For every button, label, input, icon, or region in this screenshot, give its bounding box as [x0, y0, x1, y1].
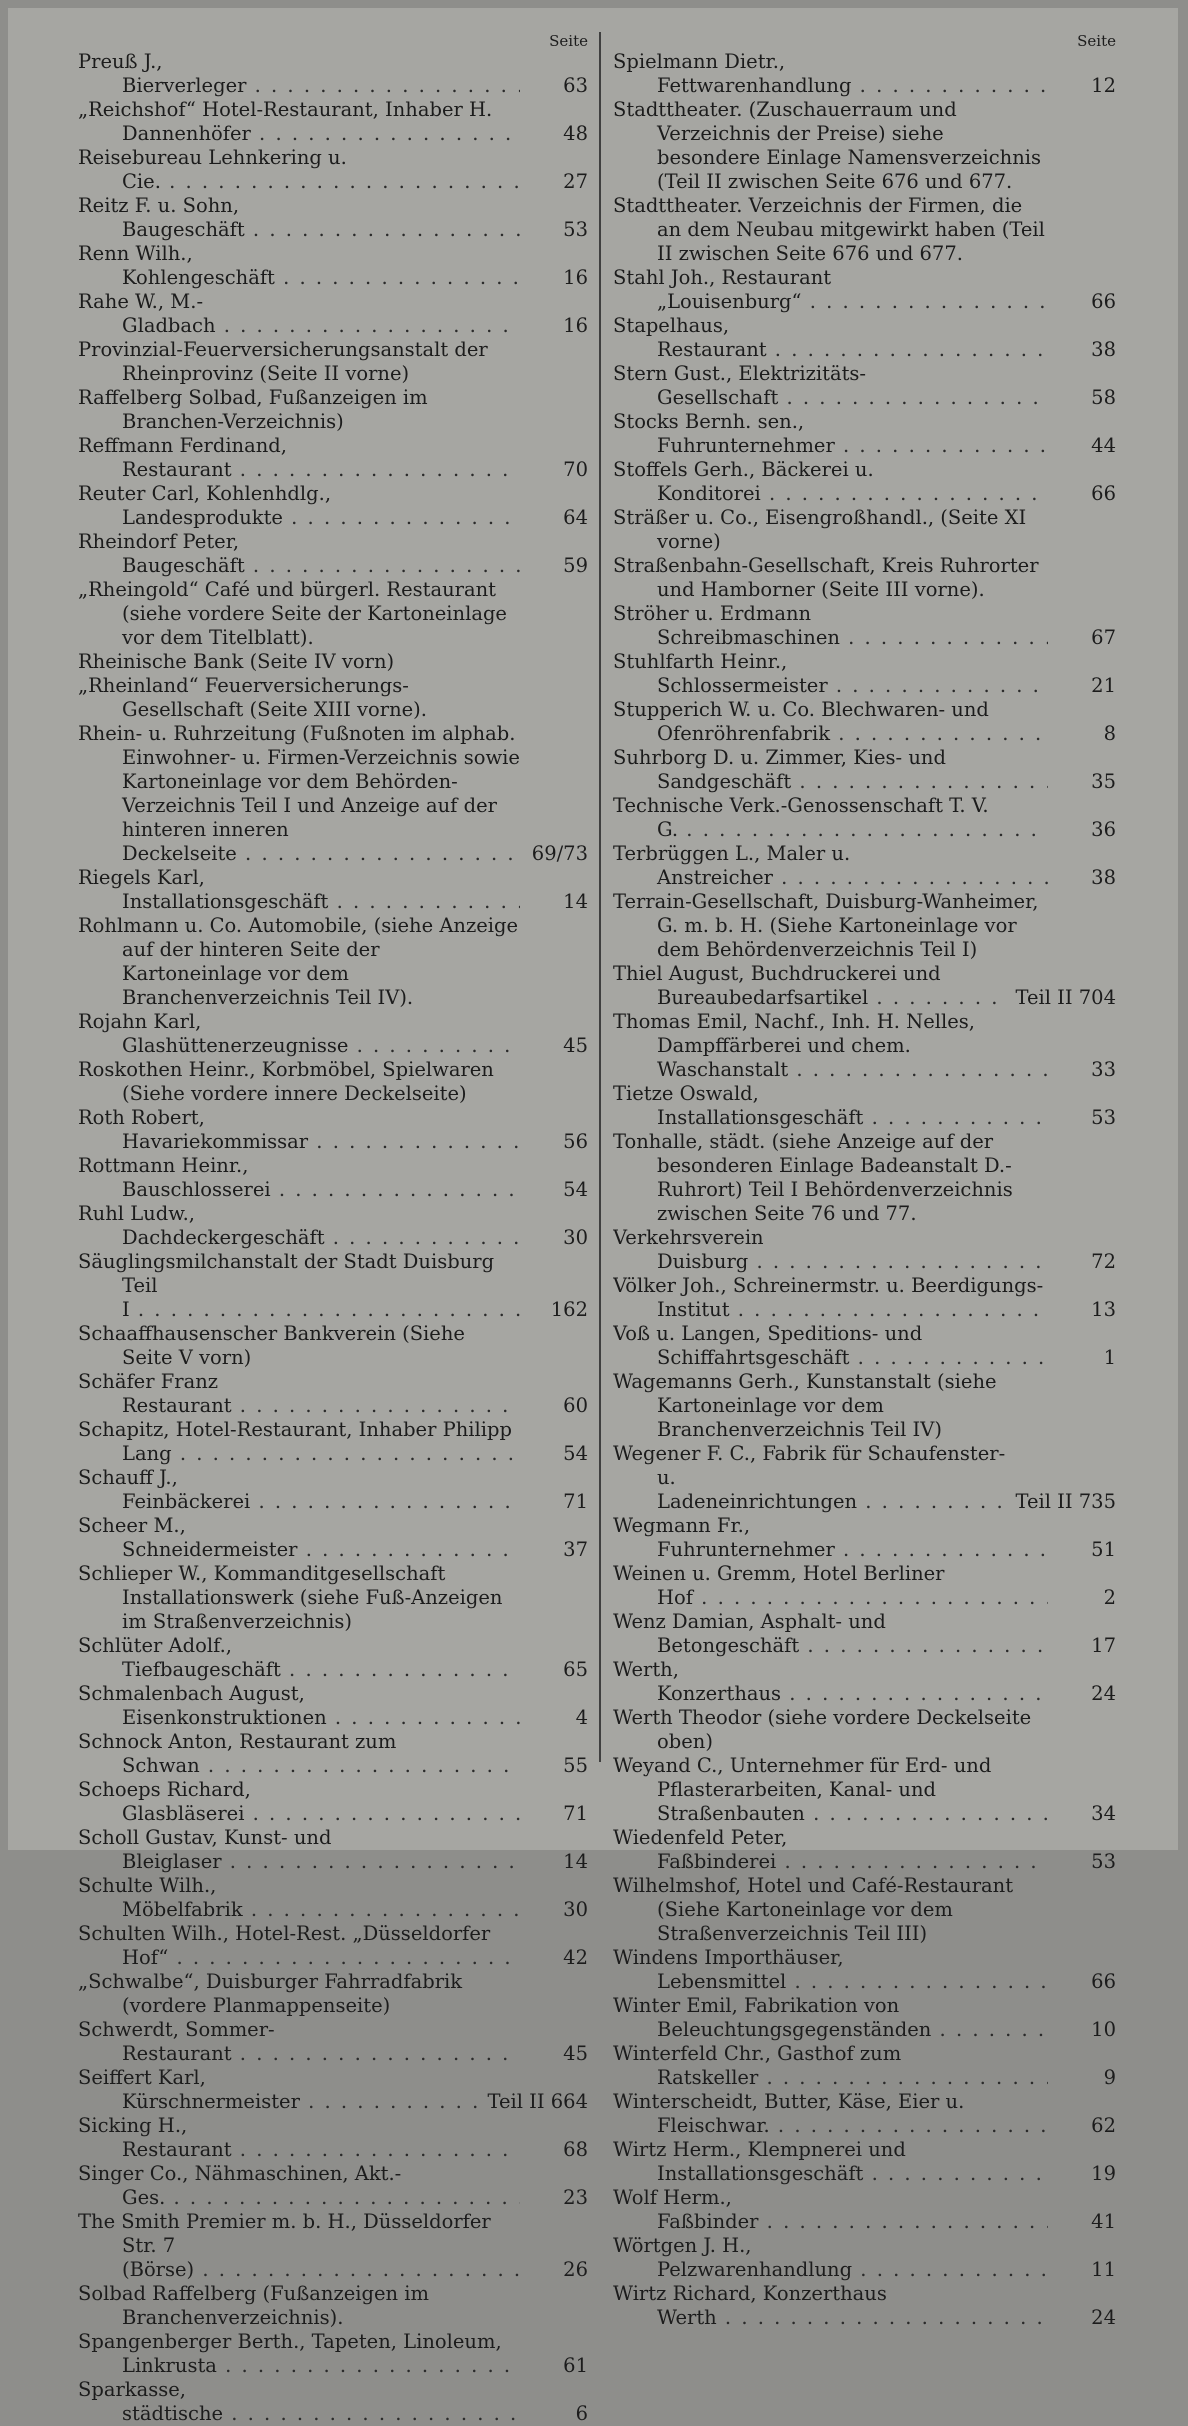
entry-name: Ruhl Ludw., Dachdeckergeschäft . . . [78, 1202, 520, 1250]
entry-page-number: 1 [1103, 1346, 1116, 1369]
directory-entry [613, 842, 1116, 890]
entry-name: Wegener F. C., Fabrik für Schaufenster- u. Ladeneinrichtungen . . . [613, 1442, 1009, 1514]
entry-name: Stadttheater. (Zuschauerraum und Verzeichnis der Preise) siehe besondere Einlage Namensverzeichnis (Teil II zwischen Seite 676 und 677. [613, 98, 1042, 193]
directory-entry [78, 1562, 588, 1634]
entry-name: Preuß J., Bierverleger . . . [78, 50, 520, 98]
directory-entry [613, 1442, 1116, 1514]
entry-name: „Schwalbe“, Duisburger Fahrradfabrik (vordere Planmappenseite) [78, 1970, 463, 2017]
entry-page-number: 63 [563, 74, 588, 97]
entry-page-number: 65 [563, 1658, 588, 1681]
entry-page-number: 71 [563, 1490, 588, 1513]
entry-page-number: Teil II 735 [1015, 1490, 1116, 1513]
entry-page-number: 9 [1103, 2066, 1116, 2089]
entry-page-number: Teil II 664 [487, 2090, 588, 2113]
directory-entry [78, 386, 588, 434]
directory-entry [613, 1754, 1116, 1826]
directory-entry [78, 338, 588, 386]
directory-entry [78, 650, 588, 674]
entry-name: The Smith Premier m. b. H., Düsseldorfer Str. 7 (Börse) . . . [78, 2210, 520, 2282]
entry-name: Wirtz Richard, Konzerthaus Werth . . . [613, 2282, 1048, 2330]
entry-name: Rahe W., M.-Gladbach . . . [78, 290, 520, 338]
directory-entry [78, 1466, 588, 1514]
entry-page-number: 30 [563, 1898, 588, 1921]
entry-name: Rhein- u. Ruhrzeitung (Fußnoten im alphab. Einwohner- u. Firmen-Verzeichnis sowie Kartoneinlage vor dem Behörden-Verzeichnis Teil I und Anzeige auf der hinteren inneren Deckelseite . . . [78, 722, 520, 866]
entry-page-number: 17 [1091, 1634, 1116, 1657]
entry-name: „Reichshof“ Hotel-Restaurant, Inhaber H. Dannenhöfer . . . [78, 98, 520, 146]
entry-page-number: 69/73 [531, 842, 588, 865]
entry-name: „Rheinland“ Feuerversicherungs-Gesellschaft (Seite XIII vorne). [78, 674, 427, 721]
page-number-header: Seite [549, 32, 588, 50]
entry-name: Wörtgen J. H., Pelzwarenhandlung . . . [613, 2234, 1048, 2282]
entry-name: Werth, Konzerthaus . . . [613, 1658, 1048, 1706]
entry-name: „Rheingold“ Café und bürgerl. Restaurant (siehe vordere Seite der Kartoneinlage vor dem Titelblatt). [78, 578, 507, 649]
entry-page-number: 16 [563, 314, 588, 337]
entry-name: Säuglingsmilchanstalt der Stadt Duisburg Teil I . . . [78, 1250, 520, 1322]
left-column [78, 32, 588, 2425]
entry-page-number: 21 [1091, 674, 1116, 697]
entry-name: Weinen u. Gremm, Hotel Berliner Hof . . . [613, 1562, 1048, 1610]
directory-entry [78, 194, 588, 242]
entry-name: Suhrborg D. u. Zimmer, Kies- und Sandgeschäft . . . [613, 746, 1048, 794]
directory-entry [613, 2042, 1116, 2090]
directory-entry [613, 1706, 1116, 1754]
entry-page-number: 6 [575, 2402, 588, 2425]
entry-page-number: 41 [1091, 2210, 1116, 2233]
entry-name: Schwerdt, Sommer-Restaurant . . . [78, 2018, 520, 2066]
directory-entry [78, 1202, 588, 1250]
directory-entry [613, 1658, 1116, 1706]
entry-name: Reitz F. u. Sohn, Baugeschäft . . . [78, 194, 520, 242]
entry-name: Stadttheater. Verzeichnis der Firmen, die an dem Neubau mitgewirkt haben (Teil II zwischen Seite 676 und 677. [613, 194, 1045, 265]
entry-name: Stoffels Gerh., Bäckerei u. Konditorei . . . [613, 458, 1048, 506]
entry-page-number: 38 [1091, 866, 1116, 889]
entry-name: Winterfeld Chr., Gasthof zum Ratskeller . . . [613, 2042, 1048, 2090]
entry-name: Sträßer u. Co., Eisengroßhandl., (Seite XI vorne) [613, 506, 1027, 553]
entry-page-number: 61 [563, 2354, 588, 2377]
entry-name: Völker Joh., Schreinermstr. u. Beerdigungs-Institut . . . [613, 1274, 1048, 1322]
directory-entry [78, 98, 588, 146]
directory-entry [78, 1514, 588, 1562]
directory-entry [613, 1994, 1116, 2042]
entry-page-number: 34 [1091, 1802, 1116, 1825]
entry-name: Stocks Bernh. sen., Fuhrunternehmer . . . [613, 410, 1048, 458]
entry-name: Winterscheidt, Butter, Käse, Eier u. Fleischwar. . . . [613, 2090, 1048, 2138]
entry-page-number: 33 [1091, 1058, 1116, 1081]
entry-name: Schaaffhausenscher Bankverein (Siehe Seite V vorn) [78, 1322, 465, 1369]
entry-page-number: 53 [1091, 1106, 1116, 1129]
entry-name: Wegmann Fr., Fuhrunternehmer . . . [613, 1514, 1048, 1562]
entry-name: Rohlmann u. Co. Automobile, (siehe Anzeige auf der hinteren Seite der Kartoneinlage vor dem Branchenverzeichnis Teil IV). [78, 914, 519, 1009]
entry-page-number: 56 [563, 1130, 588, 1153]
entry-page-number: 2 [1103, 1586, 1116, 1609]
entry-page-number: 26 [563, 2258, 588, 2281]
entry-page-number: 10 [1091, 2018, 1116, 2041]
directory-entry [613, 458, 1116, 506]
entry-page-number: 53 [1091, 1850, 1116, 1873]
entry-name: Sparkasse, städtische . . . [78, 2378, 520, 2426]
entry-name: Schapitz, Hotel-Restaurant, Inhaber Philipp Lang . . . [78, 1418, 520, 1466]
entry-page-number: 54 [563, 1442, 588, 1465]
entry-name: Tietze Oswald, Installationsgeschäft . . . [613, 1082, 1048, 1130]
directory-entry [78, 674, 588, 722]
entry-page-number: 36 [1091, 818, 1116, 841]
entry-name: Tonhalle, städt. (siehe Anzeige auf der besonderen Einlage Badeanstalt D.-Ruhrort) Teil I Behördenverzeichnis zwischen Seite 76 und 77. [613, 1130, 1013, 1225]
directory-entry [613, 890, 1116, 962]
directory-entry [78, 290, 588, 338]
entry-name: Schmalenbach August, Eisenkonstruktionen . . . [78, 1682, 520, 1730]
entry-name: Wagemanns Gerh., Kunstanstalt (siehe Kartoneinlage vor dem Branchenverzeichnis Teil IV) [613, 1370, 997, 1441]
directory-entry [613, 1514, 1116, 1562]
entry-name: Stapelhaus, Restaurant . . . [613, 314, 1048, 362]
page-number-header: Seite [1077, 32, 1116, 50]
directory-entry [613, 650, 1116, 698]
entry-name: Wiedenfeld Peter, Faßbinderei . . . [613, 1826, 1048, 1874]
entry-page-number: 71 [563, 1802, 588, 1825]
entry-name: Wenz Damian, Asphalt- und Betongeschäft . . . [613, 1610, 1048, 1658]
directory-entry [613, 1226, 1116, 1274]
directory-entry [78, 914, 588, 1010]
entry-name: Schoeps Richard, Glasbläserei . . . [78, 1778, 520, 1826]
directory-entry [613, 554, 1116, 602]
directory-entry [78, 1826, 588, 1874]
entry-name: Weyand C., Unternehmer für Erd- und Pflasterarbeiten, Kanal- und Straßenbauten . . . [613, 1754, 1048, 1826]
entry-name: Technische Verk.-Genossenschaft T. V. G. . . . [613, 794, 1048, 842]
entry-name: Wolf Herm., Faßbinder . . . [613, 2186, 1048, 2234]
directory-entry [613, 506, 1116, 554]
directory-entry [613, 362, 1116, 410]
directory-entry [613, 1874, 1116, 1946]
entry-name: Renn Wilh., Kohlengeschäft . . . [78, 242, 520, 290]
entry-name: Wirtz Herm., Klempnerei und Installationsgeschäft . . . [613, 2138, 1048, 2186]
entry-page-number: 51 [1091, 1538, 1116, 1561]
entry-name: Raffelberg Solbad, Fußanzeigen im Branchen-Verzeichnis) [78, 386, 428, 433]
directory-entry [613, 1610, 1116, 1658]
entry-page-number: 53 [563, 218, 588, 241]
entry-name: Schlieper W., Kommanditgesellschaft Installationswerk (siehe Fuß-Anzeigen im Straßenverzeichnis) [78, 1562, 503, 1633]
entry-page-number: 64 [563, 506, 588, 529]
entry-name: Schauff J., Feinbäckerei . . . [78, 1466, 520, 1514]
directory-page [8, 8, 1178, 2425]
entry-page-number: 24 [1091, 1682, 1116, 1705]
directory-entry [613, 746, 1116, 794]
directory-entry [78, 482, 588, 530]
directory-entry [613, 1322, 1116, 1370]
directory-entry [78, 1058, 588, 1106]
directory-entry [613, 266, 1116, 314]
entry-name: Roth Robert, Havariekommissar . . . [78, 1106, 520, 1154]
entry-name: Voß u. Langen, Speditions- und Schiffahrtsgeschäft . . . [613, 1322, 1048, 1370]
entry-name: Provinzial-Feuerversicherungsanstalt der Rheinprovinz (Seite II vorne) [78, 338, 488, 385]
entry-page-number: 162 [550, 1298, 588, 1321]
directory-entry [613, 1826, 1116, 1874]
entry-page-number: 37 [563, 1538, 588, 1561]
directory-entry [78, 1370, 588, 1418]
directory-entry [78, 2162, 588, 2210]
entry-name: Reuter Carl, Kohlenhdlg., Landesprodukte . . . [78, 482, 520, 530]
directory-entry [613, 1946, 1116, 1994]
directory-entry [78, 434, 588, 482]
directory-entry [78, 1322, 588, 1370]
entry-page-number: 12 [1091, 74, 1116, 97]
entry-name: Rojahn Karl, Glashüttenerzeugnisse . . . [78, 1010, 520, 1058]
directory-entry [78, 1730, 588, 1778]
entry-name: Thiel August, Buchdruckerei und Bureaubedarfsartikel . . . [613, 962, 1009, 1010]
column-divider [599, 32, 601, 1762]
entry-name: Schulten Wilh., Hotel-Rest. „Düsseldorfer Hof“ . . . [78, 1922, 520, 1970]
directory-entry [78, 1250, 588, 1322]
entry-page-number: 66 [1091, 290, 1116, 313]
directory-entry [613, 2282, 1116, 2330]
directory-entry [613, 1562, 1116, 1610]
entry-page-number: 45 [563, 2042, 588, 2065]
entry-name: Roskothen Heinr., Korbmöbel, Spielwaren (Siehe vordere innere Deckelseite) [78, 1058, 494, 1105]
entry-name: Singer Co., Nähmaschinen, Akt.-Ges. . . . [78, 2162, 520, 2210]
directory-entry [78, 1634, 588, 1682]
entry-page-number: 14 [563, 1850, 588, 1873]
entry-page-number: 4 [575, 1706, 588, 1729]
entry-name: Terrain-Gesellschaft, Duisburg-Wanheimer, G. m. b. H. (Siehe Kartoneinlage vor dem Behördenverzeichnis Teil I) [613, 890, 1039, 961]
directory-entry [78, 1922, 588, 1970]
entry-name: Scheer M., Schneidermeister . . . [78, 1514, 520, 1562]
directory-entry [613, 98, 1116, 194]
entry-page-number: 68 [563, 2138, 588, 2161]
directory-entry [613, 2090, 1116, 2138]
entry-page-number: 16 [563, 266, 588, 289]
directory-entry [78, 1874, 588, 1922]
entry-name: Schlüter Adolf., Tiefbaugeschäft . . . [78, 1634, 520, 1682]
directory-entry [78, 2330, 588, 2378]
entry-name: Schulte Wilh., Möbelfabrik . . . [78, 1874, 520, 1922]
entry-page-number: 62 [1091, 2114, 1116, 2137]
entry-name: Schäfer Franz Restaurant . . . [78, 1370, 520, 1418]
entry-page-number: 30 [563, 1226, 588, 1249]
entry-page-number: 66 [1091, 482, 1116, 505]
entry-page-number: 14 [563, 890, 588, 913]
entry-page-number: 66 [1091, 1970, 1116, 1993]
entry-name: Spangenberger Berth., Tapeten, Linoleum, Linkrusta . . . [78, 2330, 520, 2378]
entry-name: Schnock Anton, Restaurant zum Schwan . . . [78, 1730, 520, 1778]
entry-name: Seiffert Karl, Kürschnermeister . . . [78, 2066, 481, 2114]
entry-name: Terbrüggen L., Maler u. Anstreicher . . . [613, 842, 1048, 890]
directory-entry [613, 314, 1116, 362]
entry-page-number: 24 [1091, 2306, 1116, 2329]
entry-name: Sicking H., Restaurant . . . [78, 2114, 520, 2162]
directory-entry [78, 1106, 588, 1154]
directory-entry [78, 50, 588, 98]
entry-name: Stuhlfarth Heinr., Schlossermeister . . . [613, 650, 1048, 698]
directory-entry [613, 1130, 1116, 1226]
entry-page-number: 35 [1091, 770, 1116, 793]
entry-name: Solbad Raffelberg (Fußanzeigen im Branchenverzeichnis). [78, 2282, 429, 2329]
entry-page-number: 58 [1091, 386, 1116, 409]
directory-entry [613, 2234, 1116, 2282]
entry-name: Straßenbahn-Gesellschaft, Kreis Ruhrorter und Hamborner (Seite III vorne). [613, 554, 1039, 601]
entry-name: Reisebureau Lehnkering u. Cie. . . . [78, 146, 520, 194]
directory-entry [78, 2378, 588, 2426]
entry-page-number: 48 [563, 122, 588, 145]
entry-page-number: 8 [1103, 722, 1116, 745]
entry-page-number: 55 [563, 1754, 588, 1777]
directory-entry [78, 866, 588, 914]
entry-page-number: 42 [563, 1946, 588, 1969]
entry-page-number: 23 [563, 2186, 588, 2209]
entry-page-number: 11 [1091, 2258, 1116, 2281]
entry-name: Spielmann Dietr., Fettwarenhandlung . . . [613, 50, 1048, 98]
entry-page-number: 70 [563, 458, 588, 481]
directory-entry [78, 2066, 588, 2114]
entry-name: Reffmann Ferdinand, Restaurant . . . [78, 434, 520, 482]
directory-entry [78, 2282, 588, 2330]
entry-name: Winter Emil, Fabrikation von Beleuchtungsgegenständen . . . [613, 1994, 1048, 2042]
directory-entry [613, 194, 1116, 266]
directory-entry [78, 722, 588, 866]
entry-name: Wilhelmshof, Hotel und Café-Restaurant (Siehe Kartoneinlage vor dem Straßenverzeichnis Teil III) [613, 1874, 1014, 1945]
directory-entry [613, 1082, 1116, 1130]
entry-page-number: 45 [563, 1034, 588, 1057]
entry-name: Rheindorf Peter, Baugeschäft . . . [78, 530, 520, 578]
directory-entry [78, 1778, 588, 1826]
entry-name: Stern Gust., Elektrizitäts-Gesellschaft . . . [613, 362, 1048, 410]
directory-entry [78, 2018, 588, 2066]
directory-entry [613, 602, 1116, 650]
directory-entry [78, 2210, 588, 2282]
directory-entry [78, 578, 588, 650]
directory-entry [613, 794, 1116, 842]
entry-name: Verkehrsverein Duisburg . . . [613, 1226, 1048, 1274]
directory-entry [613, 1274, 1116, 1322]
directory-entry [613, 1370, 1116, 1442]
directory-entry [613, 2138, 1116, 2186]
entry-page-number: 54 [563, 1178, 588, 1201]
directory-entry [78, 1682, 588, 1730]
entry-page-number: 13 [1091, 1298, 1116, 1321]
right-column [613, 32, 1116, 2329]
directory-entry [613, 962, 1116, 1010]
entry-name: Windens Importhäuser, Lebensmittel . . . [613, 1946, 1048, 1994]
entry-name: Ströher u. Erdmann Schreibmaschinen . . . [613, 602, 1048, 650]
entry-name: Thomas Emil, Nachf., Inh. H. Nelles, Dampffärberei und chem. Waschanstalt . . . [613, 1010, 1048, 1082]
entry-name: Stahl Joh., Restaurant „Louisenburg“ . . . [613, 266, 1048, 314]
entry-name: Rottmann Heinr., Bauschlosserei . . . [78, 1154, 520, 1202]
directory-entry [613, 1010, 1116, 1082]
directory-entry [78, 1418, 588, 1466]
entry-name: Riegels Karl, Installationsgeschäft . . . [78, 866, 520, 914]
entry-page-number: Teil II 704 [1015, 986, 1116, 1009]
directory-entry [78, 2114, 588, 2162]
entry-name: Rheinische Bank (Seite IV vorn) [78, 650, 395, 673]
directory-entry [613, 50, 1116, 98]
directory-entry [78, 242, 588, 290]
directory-entry [613, 410, 1116, 458]
directory-entry [78, 1010, 588, 1058]
entry-page-number: 27 [563, 170, 588, 193]
entry-page-number: 67 [1091, 626, 1116, 649]
directory-entry [78, 1154, 588, 1202]
entry-page-number: 38 [1091, 338, 1116, 361]
directory-entry [78, 1970, 588, 2018]
directory-entry [613, 2186, 1116, 2234]
entry-page-number: 60 [563, 1394, 588, 1417]
entry-name: Stupperich W. u. Co. Blechwaren- und Ofenröhrenfabrik . . . [613, 698, 1048, 746]
entry-page-number: 59 [563, 554, 588, 577]
directory-entry [78, 146, 588, 194]
entry-page-number: 44 [1091, 434, 1116, 457]
directory-entry [613, 698, 1116, 746]
entry-name: Werth Theodor (siehe vordere Deckelseite oben) [613, 1706, 1032, 1753]
entry-page-number: 19 [1091, 2162, 1116, 2185]
directory-entry [78, 530, 588, 578]
entry-name: Scholl Gustav, Kunst- und Bleiglaser . . . [78, 1826, 520, 1874]
entry-page-number: 72 [1091, 1250, 1116, 1273]
